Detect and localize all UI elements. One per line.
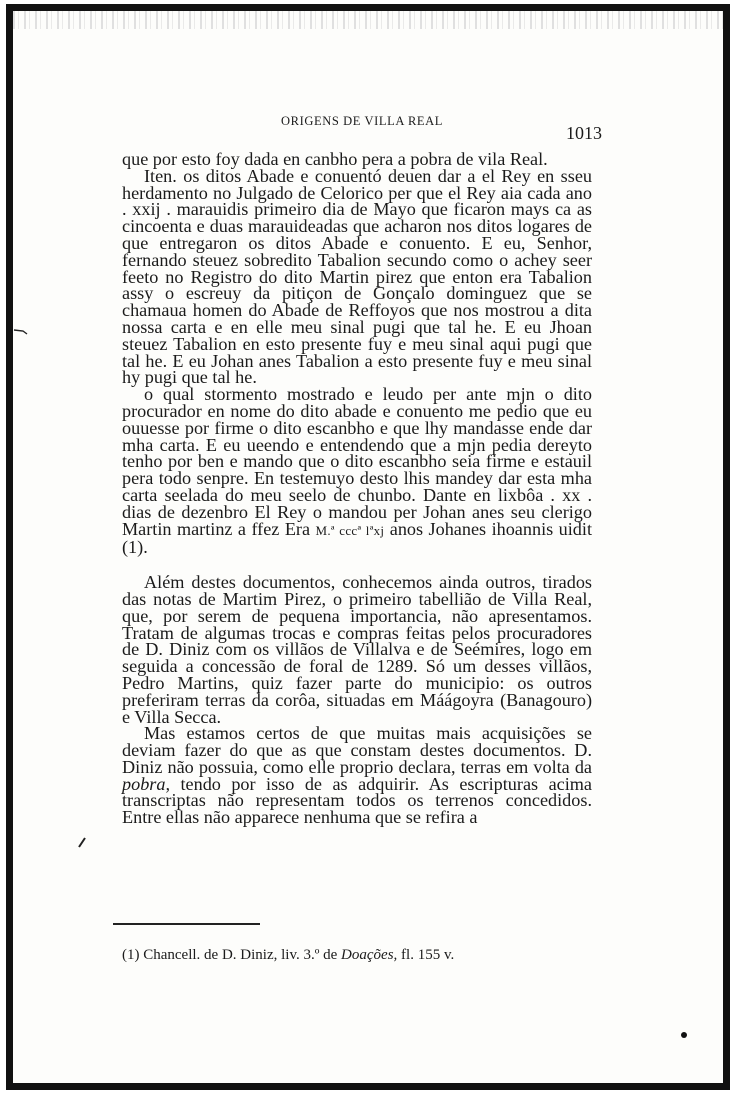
ink-dot-icon — [680, 1026, 688, 1044]
paragraph-2: Iten. os ditos Abade e conuentó deuen dar a el Rey en sseu herdamento no Julgado de Celorico per que el Rey aia cada ano . xxij . marauidis primeiro dia de Mayo que ficaron mays ca as cincoenta e duas marauideadas que acharon nos ditos logares de que entregaron os ditos Abade e conuento. E eu, Senhor, fernando steuez sobredito Tabalion secundo como o achey seer feeto no Registro do dito Martin pirez que enton era Tabalion assy o escreuy da pitiçon de Gonçalo dominguez que se chamaua homen do Abade de Reffoyos que nos mostrou a dita nossa carta e en elle meu sinal pugi que tal he. E eu Jhoan steuez Tabalion en esto presente fuy e meu sinal aqui pugi que tal he. E eu Johan anes Tabalion a esto presente fuy e meu sinal hy pugi que tal he. — [122, 165, 592, 388]
running-title: ORIGENS DE VILLA REAL — [281, 114, 444, 128]
era-date: M.ª cccª lªxj — [315, 522, 385, 538]
footnote-text: (1) Chancell. de D. Diniz, liv. 3.º de — [122, 947, 338, 963]
page-number: 1013 — [566, 123, 602, 143]
footnote-text-end: fl. 155 v. — [401, 947, 455, 963]
footnote-italic: Doações, — [341, 947, 398, 963]
paragraph-5 — [122, 725, 592, 826]
paragraph-5-text-end: tendo por isso de as adquirir. As escripturas acima transcriptas não representam todos os terrenos concedidos. Entre ellas não apparece nenhuma que se refira a — [122, 773, 592, 828]
scanned-page — [6, 4, 730, 1090]
paragraph-5-text: Mas estamos certos de que muitas mais acquisições se deviam fazer do que as que constam destes documentos. D. Diniz não possuia, como elle proprio declara, terras em volta da — [122, 723, 592, 777]
dash-mark-icon — [13, 322, 29, 340]
paragraph-3-end: anos Johanes ihoannis uidit (1). — [122, 518, 592, 558]
paragraph-3-text: o qual stormento mostrado e leudo per ante mjn o dito procurador en nome do dito abade e conuento me pedio que eu ouuesse por firme o dito escanbho e que lhy mandasse ende dar mha carta. E eu ueendo e entendendo que a mjn pedia dereyto tenho por ben e mando que o dito escanbho seia firme e estauil pera todo senpre. En testemuyo desto lhis mandey dar esta mha carta seelada do meu seelo de chunbo. Dante en lixbôa . xx . dias de dezenbro El Rey o mandou per Johan anes seu clerigo Martin martinz a ffez Era — [122, 384, 592, 539]
paragraph-4: Além destes documentos, conhecemos ainda outros, tirados das notas de Martim Pirez, o primeiro tabellião de Villa Real, que, por serem de pequena importancia, não apresentamos. Tratam de algumas trocas e compras feitas pelos procuradores de D. Diniz com os villãos de Villalva e de Seémires, logo em seguida a concessão de foral de 1289. Só um desses villãos, Pedro Martins, quiz fazer parte do municipio: os outros preferiram terras da corôa, situadas em Máágoyra (Banagouro) e Villa Secca. — [122, 572, 592, 727]
scan-edge-noise — [13, 11, 723, 29]
main-text — [122, 151, 592, 826]
check-mark-icon — [77, 836, 87, 854]
paragraph-5-italic: pobra, — [122, 773, 170, 794]
paragraph-1: que por esto foy dada en canbho pera a pobra de vila Real. — [122, 149, 548, 169]
paragraph-3 — [122, 386, 592, 556]
footnote-rule — [113, 923, 260, 925]
footnote — [122, 947, 454, 964]
